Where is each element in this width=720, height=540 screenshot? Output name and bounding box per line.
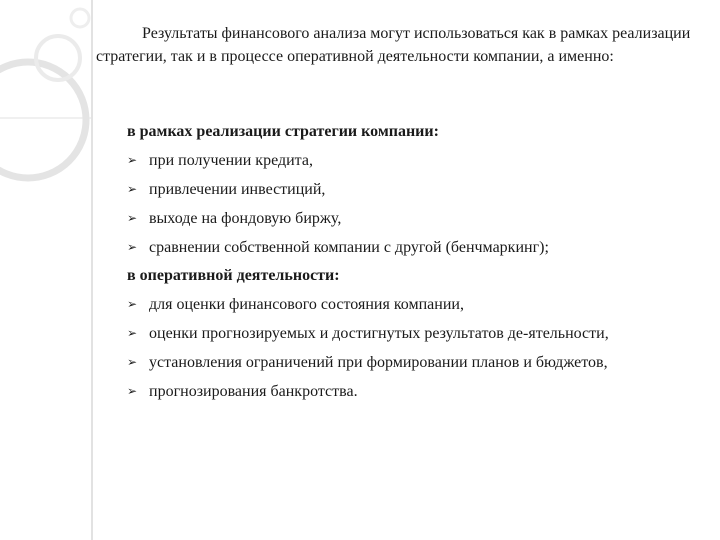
section-heading-strategy: в рамках реализации стратегии компании: <box>127 123 439 140</box>
content-list <box>127 122 687 410</box>
list-item-text: установления ограничений при формировании планов и бюджетов, <box>149 354 608 371</box>
list-item <box>127 150 687 171</box>
list-item <box>127 237 687 258</box>
list-item-text: привлечении инвестиций, <box>149 181 326 198</box>
arrow-bullet-icon: ➢ <box>127 355 138 369</box>
list-item <box>127 179 687 200</box>
list-item-text: для оценки финансового состояния компании, <box>149 296 464 313</box>
section-heading-operational: в оперативной деятельности: <box>127 267 340 284</box>
arrow-bullet-icon: ➢ <box>127 182 138 196</box>
list-item <box>127 208 687 229</box>
operational-bullet-list <box>127 294 687 402</box>
list-item-text: прогнозирования банкротства. <box>149 383 358 400</box>
arrow-bullet-icon: ➢ <box>127 326 138 340</box>
list-item <box>127 323 687 344</box>
list-item <box>127 381 687 402</box>
decor-circle-tiny <box>71 9 89 27</box>
arrow-bullet-icon: ➢ <box>127 297 138 311</box>
list-item-text: сравнении собственной компании с другой (бенчмаркинг); <box>149 239 549 256</box>
arrow-bullet-icon: ➢ <box>127 384 138 398</box>
list-item <box>127 294 687 315</box>
list-item-text: оценки прогнозируемых и достигнутых результатов де-ятельности, <box>149 325 609 342</box>
list-item-text: выходе на фондовую биржу, <box>149 210 342 227</box>
arrow-bullet-icon: ➢ <box>127 240 138 254</box>
list-item <box>127 352 687 373</box>
arrow-bullet-icon: ➢ <box>127 211 138 225</box>
list-item-text: при получении кредита, <box>149 152 313 169</box>
decor-circle-large <box>0 62 86 178</box>
intro-paragraph: Результаты финансового анализа могут использоваться как в рамках реализации стратегии, так и в процессе оперативной деятельности компании, а именно: <box>96 25 691 65</box>
strategy-bullet-list <box>127 150 687 258</box>
arrow-bullet-icon: ➢ <box>127 153 138 167</box>
